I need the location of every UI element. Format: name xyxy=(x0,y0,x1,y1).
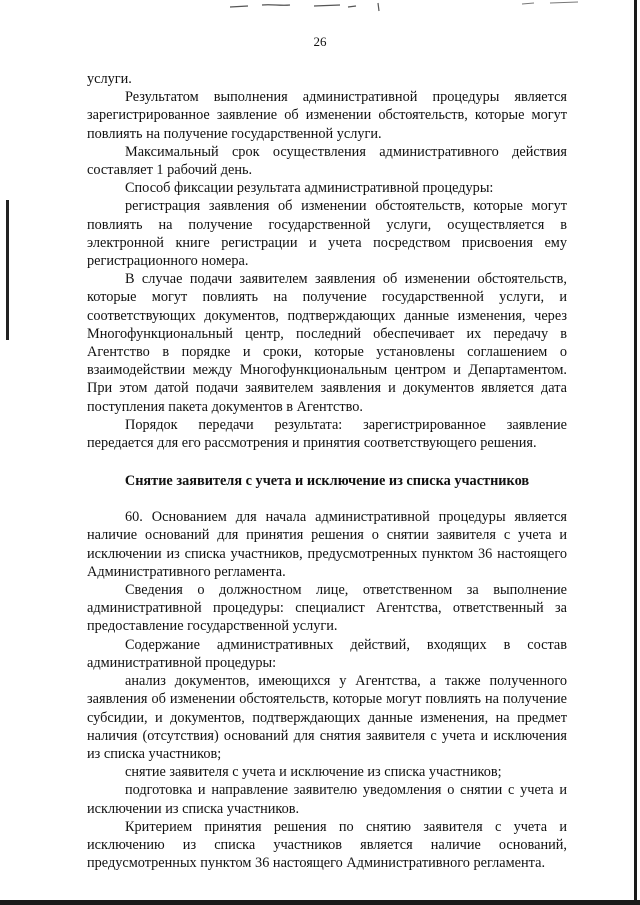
paragraph: Способ фиксации результата административной процедуры: xyxy=(125,180,494,197)
page-number: 26 xyxy=(313,34,327,49)
paragraph: Сведения о должностном лице, ответственном за выполнение административной процедуры: специалист Агентства, ответственный за предоставление государственной услуги. xyxy=(87,582,567,635)
paragraph: Критерием принятия решения по снятию заявителя с учета и исключению из списка участников является наличие оснований, предусмотренных пунктом 36 настоящего Административного регламента. xyxy=(87,818,567,872)
paragraph: Содержание административных действий, входящих в состав административной процедуры: xyxy=(87,636,567,671)
paragraph: анализ документов, имеющихся у Агентства, а также полученного заявления об изменении обстоятельств, которые могут повлиять на получение субсидии, и документов, подтверждающих данные изменения, на предмет наличия (отсутствия) оснований для снятия заявителя с учета и исключения из списка участников; xyxy=(87,673,567,762)
scan-edge-bottom xyxy=(0,900,640,905)
scan-edge-right xyxy=(634,0,637,905)
document-body xyxy=(87,70,567,872)
paragraph: подготовка и направление заявителю уведомления о снятии с учета и исключении из списка участников. xyxy=(87,782,567,817)
paragraph: 60. Основанием для начала административной процедуры является наличие оснований для принятия решения о снятии заявителя с учета и исключении из списка участников, предусмотренных пунктом 36 настоящего Административного регламента. xyxy=(87,509,567,580)
scan-artifact-corner xyxy=(520,0,600,6)
paragraph: регистрация заявления об изменении обстоятельств, которые могут повлиять на получение государственной услуги, осуществляется в электронной книге регистрации и учета посредством присвоения ему регистрационного номера. xyxy=(87,198,567,270)
paragraph: услуги. xyxy=(87,71,132,87)
scan-edge-left xyxy=(6,200,9,340)
paragraph: В случае подачи заявителем заявления об изменении обстоятельств, которые могут повлиять на получение государственной услуги, и соответствующих документов, подтверждающих данные изменения, через Многофункциональный центр, последний обеспечивает их передачу в Агентство в порядке и сроки, которые установлены соглашением о взаимодействии между Многофункциональным центром и Департаментом. При этом датой подачи заявителем заявления и документов является дата поступления пакета документов в Агентство. xyxy=(87,271,567,415)
section-heading: Снятие заявителя с учета и исключение из списка участников xyxy=(124,473,530,490)
paragraph: Результатом выполнения административной процедуры является зарегистрированное заявление об изменении обстоятельств, которые могут повлиять на получение государственной услуги. xyxy=(87,89,567,142)
scan-artifact-top xyxy=(228,0,398,14)
paragraph: снятие заявителя с учета и исключение из списка участников; xyxy=(125,764,502,781)
paragraph: Максимальный срок осуществления административного действия составляет 1 рабочий день. xyxy=(87,143,567,179)
paragraph: Порядок передачи результата: зарегистрированное заявление передается для его рассмотрения и принятия соответствующего решения. xyxy=(87,416,567,452)
